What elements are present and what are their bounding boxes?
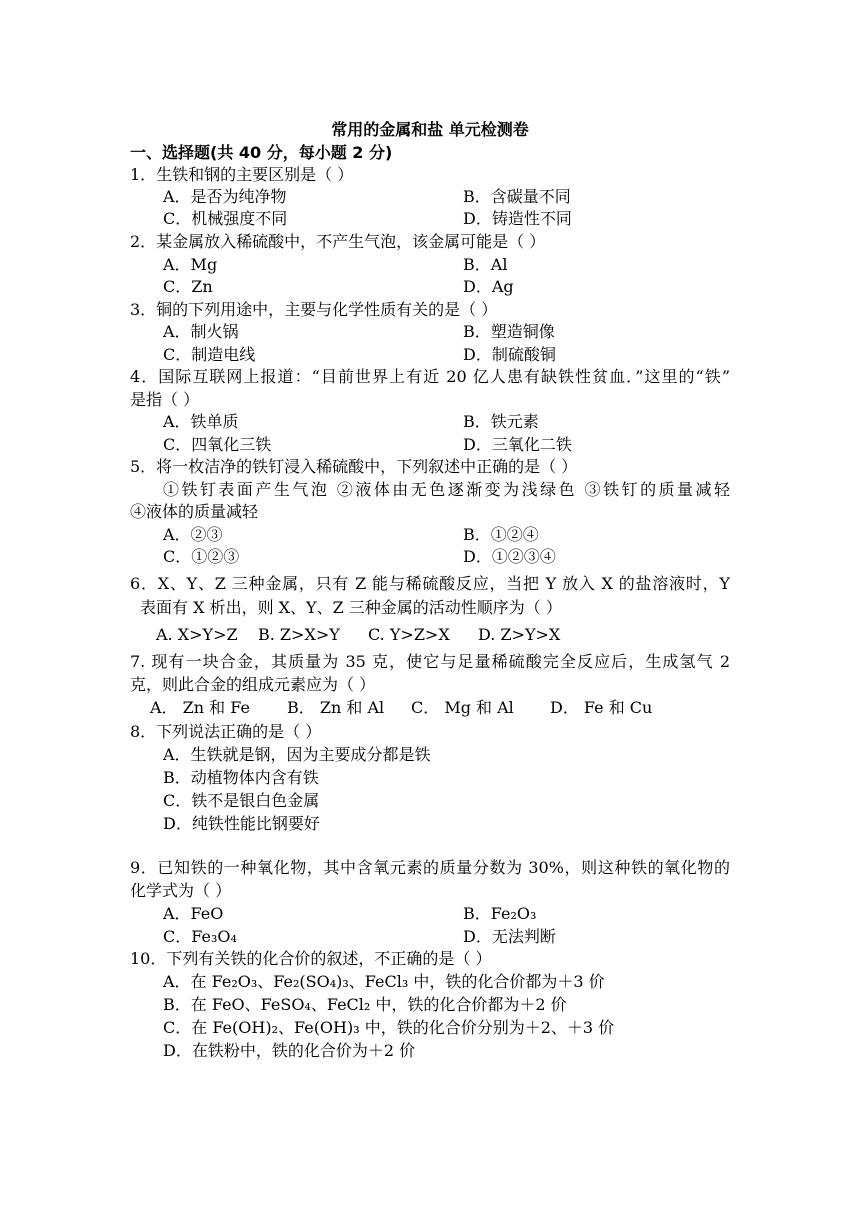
question-9-option-a: A．FeO [163, 904, 224, 923]
question-9-stem-line2: 化学式为（ ） [130, 881, 232, 900]
question-7-stem-line2: 克，则此合金的组成元素应为（ ） [130, 675, 376, 694]
question-5-option-d: D．①②③④ [463, 547, 556, 566]
question-6-option-d: D. Z>Y>X [478, 625, 561, 644]
question-1-option-a: A．是否为纯净物 [163, 187, 287, 206]
question-2-stem: 2．某金属放入稀硫酸中，不产生气泡，该金属可能是（ ） [130, 232, 546, 251]
question-6-option-c: C. Y>Z>X [368, 625, 450, 644]
question-3-stem: 3．铜的下列用途中，主要与化学性质有关的是（ ） [130, 300, 498, 319]
question-6-option-a: A. X>Y>Z [156, 625, 238, 644]
question-7-option-a: A． Zn 和 Fe [150, 698, 250, 717]
question-4-stem-line2: 是指（ ） [130, 390, 200, 409]
question-8-option-c: C．铁不是银白色金属 [163, 791, 320, 810]
question-7-option-d: D． Fe 和 Cu [550, 698, 653, 717]
question-5-stem: 5．将一枚洁净的铁钉浸入稀硫酸中，下列叙述中正确的是（ ） [130, 457, 578, 476]
question-5-option-a: A．②③ [163, 525, 223, 544]
question-4-stem-line1: 4．国际互联网上报道：“目前世界上有近 20 亿人患有缺铁性贫血．”这里的“铁” [130, 367, 730, 386]
question-2-option-c: C．Zn [163, 277, 213, 296]
question-8-option-b: B．动植物体内含有铁 [163, 768, 319, 787]
question-4-option-d: D．三氧化二铁 [463, 435, 572, 454]
question-1-option-c: C．机械强度不同 [163, 209, 288, 228]
question-5-sub-line1: ①铁钉表面产生气泡 ②液体由无色逐渐变为浅绿色 ③铁钉的质量减轻 [163, 480, 730, 499]
question-3-option-d: D．制硫酸铜 [463, 345, 556, 364]
question-8-option-d: D．纯铁性能比钢要好 [163, 814, 320, 833]
question-1-stem: 1．生铁和钢的主要区别是（ ） [130, 165, 354, 184]
question-6-stem-line1: 6．X、Y、Z 三种金属，只有 Z 能与稀硫酸反应，当把 Y 放入 X 的盐溶液时，Y [130, 574, 730, 593]
question-7-option-c: C． Mg 和 Al [411, 698, 514, 717]
question-9-option-c: C．Fe₃O₄ [163, 927, 237, 946]
question-9-option-d: D．无法判断 [463, 927, 556, 946]
question-10-option-d: D．在铁粉中，铁的化合价为＋2 价 [163, 1041, 416, 1060]
question-7-option-b: B． Zn 和 Al [287, 698, 385, 717]
question-3-option-b: B．塑造铜像 [463, 322, 555, 341]
question-9-option-b: B．Fe₂O₃ [463, 904, 537, 923]
question-10-stem: 10．下列有关铁的化合价的叙述，不正确的是（ ） [130, 949, 492, 968]
question-6-stem-line2: 表面有 X 析出，则 X、Y、Z 三种金属的活动性顺序为（ ） [140, 598, 562, 617]
question-6-option-b: B. Z>X>Y [258, 625, 340, 644]
question-9-stem-line1: 9．已知铁的一种氧化物，其中含氧元素的质量分数为 30%，则这种铁的氧化物的 [130, 858, 730, 877]
question-2-option-d: D．Ag [463, 277, 514, 296]
question-5-sub-line2: ④液体的质量减轻 [130, 502, 259, 521]
question-2-option-a: A．Mg [163, 255, 218, 274]
question-1-option-d: D．铸造性不同 [463, 209, 572, 228]
page-title: 常用的金属和盐 单元检测卷 [331, 120, 529, 139]
question-4-option-c: C．四氧化三铁 [163, 435, 272, 454]
question-10-option-c: C．在 Fe(OH)₂、Fe(OH)₃ 中，铁的化合价分别为＋2、＋3 价 [163, 1018, 615, 1037]
question-4-option-a: A．铁单质 [163, 412, 239, 431]
question-8-stem: 8．下列说法正确的是（ ） [130, 722, 322, 741]
question-4-option-b: B．铁元素 [463, 412, 539, 431]
question-2-option-b: B．Al [463, 255, 508, 274]
question-5-option-b: B．①②④ [463, 525, 539, 544]
question-5-option-c: C．①②③ [163, 547, 240, 566]
section-heading: 一、选择题(共 40 分，每小题 2 分) [130, 143, 393, 162]
question-3-option-a: A．制火锅 [163, 322, 239, 341]
question-10-option-b: B．在 FeO、FeSO₄、FeCl₂ 中，铁的化合价都为＋2 价 [163, 995, 567, 1014]
question-8-option-a: A．生铁就是钢，因为主要成分都是铁 [163, 745, 431, 764]
question-3-option-c: C．制造电线 [163, 345, 256, 364]
question-7-stem-line1: 7. 现有一块合金，其质量为 35 克，使它与足量稀硫酸完全反应后，生成氢气 2 [130, 652, 730, 671]
question-1-option-b: B．含碳量不同 [463, 187, 571, 206]
question-10-option-a: A．在 Fe₂O₃、Fe₂(SO₄)₃、FeCl₃ 中，铁的化合价都为＋3 价 [163, 972, 605, 991]
